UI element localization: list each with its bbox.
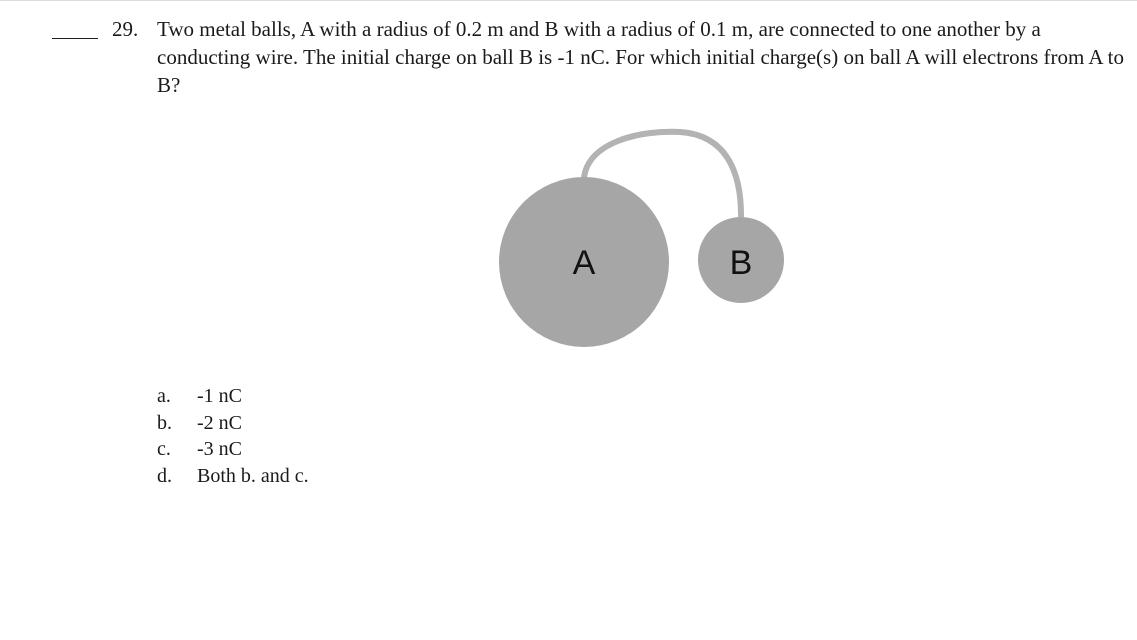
choice-letter: d. bbox=[157, 464, 172, 487]
choice-text: -1 nC bbox=[197, 385, 242, 407]
choice-text: Both b. and c. bbox=[197, 464, 309, 487]
choice-a[interactable] bbox=[157, 383, 309, 410]
choice-letter: c. bbox=[157, 438, 171, 460]
question-text: Two metal balls, A with a radius of 0.2 m and B with a radius of 0.1 m, are connected to one another by a conducting wire. The initial charge on ball B is -1 nC. For which initial charge(s) on ball A will electrons from A to B? bbox=[157, 17, 1124, 97]
choice-b[interactable] bbox=[157, 410, 309, 437]
ball-a-label: A bbox=[572, 244, 596, 282]
choice-letter: b. bbox=[157, 411, 172, 434]
answer-choices bbox=[157, 383, 309, 489]
ball-b-label: B bbox=[729, 244, 753, 282]
choice-c[interactable] bbox=[157, 436, 309, 463]
balls-figure bbox=[490, 120, 800, 360]
choice-text: -2 nC bbox=[197, 411, 242, 434]
choice-letter: a. bbox=[157, 385, 171, 407]
question-number: 29. bbox=[112, 17, 139, 41]
page-top-border bbox=[0, 0, 1137, 1]
choice-text: -3 nC bbox=[197, 438, 242, 460]
answer-blank[interactable] bbox=[52, 38, 98, 39]
choice-d[interactable] bbox=[157, 463, 309, 490]
